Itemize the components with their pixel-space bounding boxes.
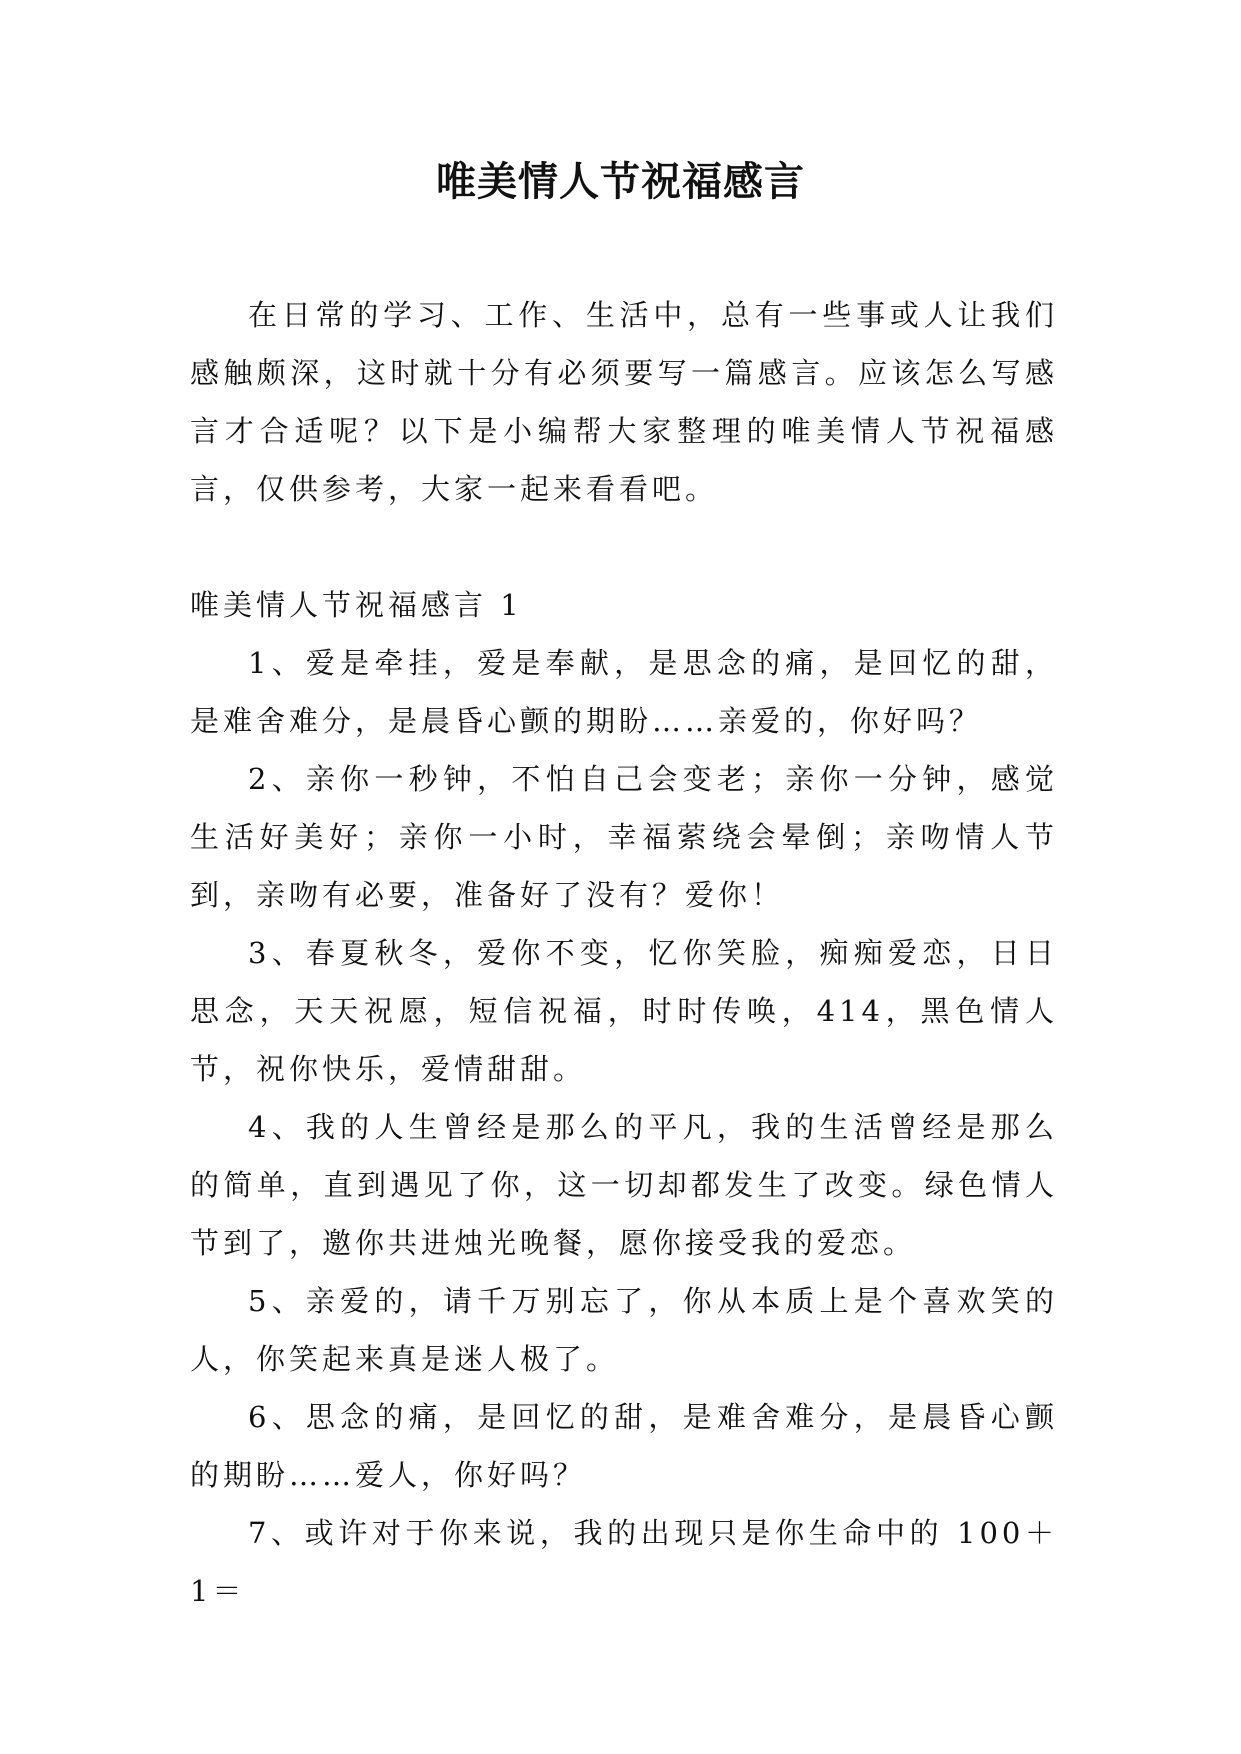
- list-item: 1、爱是牵挂，爱是奉献，是思念的痛，是回忆的甜，是难舍难分，是晨昏心颤的期盼……亲爱的，你好吗？: [190, 646, 1058, 738]
- document-title: 唯美情人节祝福感言: [436, 158, 805, 205]
- list-item: 7、或许对于你来说，我的出现只是你生命中的 100＋1＝: [190, 1516, 1058, 1608]
- list-item: 3、春夏秋冬，爱你不变，忆你笑脸，痴痴爱恋，日日思念，天天祝愿，短信祝福，时时传唤，414，黑色情人节，祝你快乐，爱情甜甜。: [190, 936, 1058, 1086]
- paragraph-gap: [190, 518, 1058, 576]
- list-item: 2、亲你一秒钟，不怕自己会变老；亲你一分钟，感觉生活好美好；亲你一小时，幸福萦绕会晕倒；亲吻情人节到，亲吻有必要，准备好了没有？爱你！: [190, 762, 1058, 912]
- list-item: 6、思念的痛，是回忆的甜，是难舍难分，是晨昏心颤的期盼……爱人，你好吗？: [190, 1400, 1058, 1492]
- list-item: 4、我的人生曾经是那么的平凡，我的生活曾经是那么的简单，直到遇见了你，这一切却都发生了改变。绿色情人节到了，邀你共进烛光晚餐，愿你接受我的爱恋。: [190, 1110, 1058, 1260]
- document-body: [190, 286, 1058, 1620]
- section-heading: 唯美情人节祝福感言 1: [190, 588, 523, 622]
- list-item: 5、亲爱的，请千万别忘了，你从本质上是个喜欢笑的人，你笑起来真是迷人极了。: [190, 1284, 1058, 1376]
- intro-paragraph: 在日常的学习、工作、生活中，总有一些事或人让我们感触颇深，这时就十分有必须要写一篇感言。应该怎么写感言才合适呢？以下是小编帮大家整理的唯美情人节祝福感言，仅供参考，大家一起来看看吧。: [190, 298, 1058, 506]
